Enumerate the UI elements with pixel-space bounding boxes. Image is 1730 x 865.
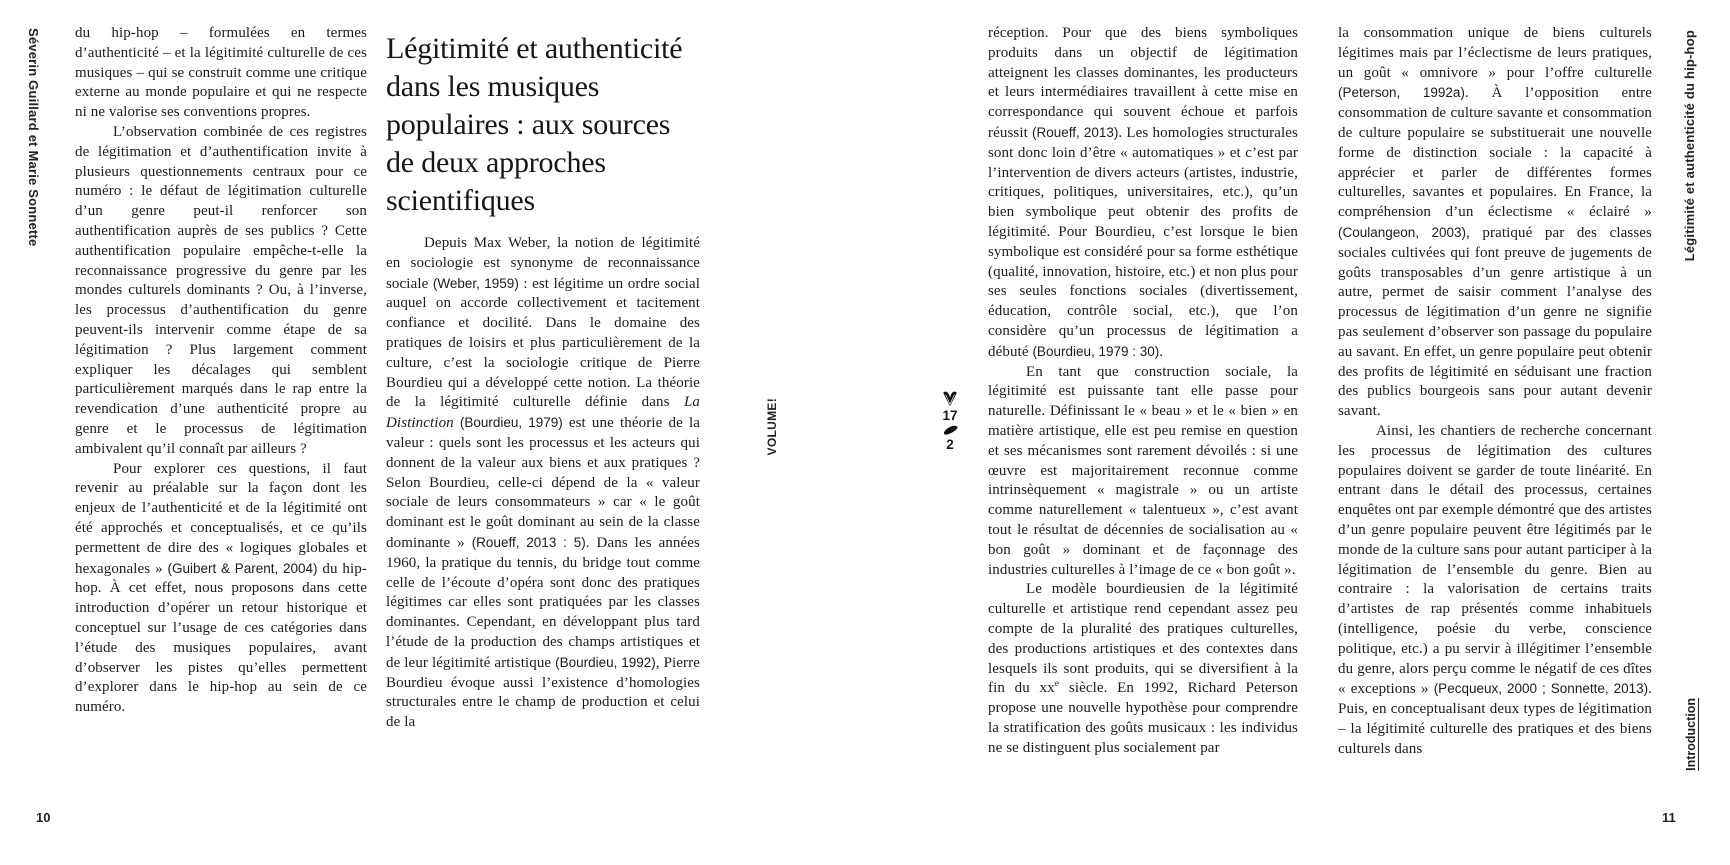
right-margin-article-title: Légitimité et authenticité du hip-hop <box>1682 30 1697 262</box>
body-paragraph: Pour explorer ces questions, il faut revenir au préalable sur la façon dont les enjeux de l’authenticité et de la légitimité ont été approchés et conceptualisés, et ce qu’ils permettent de dire des « logiques globales et hexagonales » (Guibert & Parent, 2004) du hip-hop. À cet effet, nous proposons dans cette introduction d’opérer un retour historique et conceptuel sur l’usage de ces catégories dans l’étude des musiques populaires, avant d’observer les pistes qu’elles permettent d’explorer dans le hip-hop au sein de ce numéro. <box>75 460 367 716</box>
body-paragraph: Depuis Max Weber, la notion de légitimité en sociologie est synonyme de reconnaissance sociale (Weber, 1959) : est légitime un ordre social auquel on accorde collectivement et tacitement confiance et docilité. Dans le domaine des pratiques de loisirs et plus particulièrement de la culture, c’est la sociologie critique de Pierre Bourdieu qui a développé cette notion. La théorie de la légitimité culturelle définie dans La Distinction (Bourdieu, 1979) est une théorie de la valeur : quels sont les processus et les acteurs qui donnent de la valeur aux biens et aux pratiques ? Selon Bourdieu, celle-ci dépend de la « valeur sociale de leurs consommateurs » car « le goût dominant est le goût dominant au sein de la classe dominante » (Roueff, 2013 : 5). Dans les années 1960, la pratique du tennis, du bridge tout comme celle de l’écoute d’opéra sont donc des pratiques légitimes car elles sont pratiquées par les classes dominantes. Cependant, en développant plus tard l’étude de la production des champs artistiques et de leur légitimité artistique (Bourdieu, 1992), Pierre Bourdieu évoque aussi l’existence d’homologies structurales entre le champ de production et celui de la <box>386 235 700 731</box>
body-paragraph: L’observation combinée de ces registres de légitimation et d’authentification invite à plusieurs questionnements centraux pour ce numéro : le défaut de légitimation culturelle d’un genre peut-il renforcer son authentification auprès de ses publics ? Cette authentification populaire empêche-t-elle la reconnaissance progressive du genre par les mondes culturels dominants ? Ou, à l’inverse, les processus d’authentification du genre peuvent-ils intervenir comme étape de sa légitimation ? Plus largement comment expliquer les décalages qui semblent particulièrement marqués dans le rap entre la revendication d’une authenticité propre au genre et le processus de légitimation ambivalent qu’il connaît par ailleurs ? <box>75 123 367 457</box>
volume-number: 17 <box>942 408 958 423</box>
leaf-ornament-icon <box>942 424 958 436</box>
volume-v-logo-icon <box>941 390 959 407</box>
right-margin-section-label: Introduction <box>1684 698 1698 771</box>
page-number-left: 10 <box>36 810 51 825</box>
article-title: Légitimité et authenticité dans les musiques populaires : aux sources de deux approches scientifiques <box>386 32 683 217</box>
page-number-right: 11 <box>1662 810 1676 825</box>
right-page-column-2 <box>1338 24 1652 759</box>
journal-name-label: VOLUME! <box>765 398 779 456</box>
body-paragraph: En tant que construction sociale, la légitimité est puissante tant elle passe pour naturelle. Définissant le « beau » et le « bien » en matière artistique, elle est peu remise en question et ses mécanismes sont rarement dévoilés : si une œuvre est majoritairement reconnue comme intrinsèquement « magistrale » ou un artiste comme naturellement « talentueux », c’est avant tout le résultat de décennies de socialisation au « bon goût » dominant et de façonnage des industries culturelles à l’image de ce « bon goût ». <box>988 363 1298 578</box>
left-page-column-2 <box>386 24 700 733</box>
body-paragraph: réception. Pour que des biens symboliques produits dans un objectif de légitimation atteignent les classes dominantes, les producteurs et leurs intermédiaires travaillent à cette mise en correspondance qui souvent échoue et parfois réussit (Roueff, 2013). Les homologies structurales sont donc loin d’être « automatiques » et c’est par l’intervention de divers acteurs (artistes, industrie, critiques, politiques, universitaires, etc.), qu’un bien symbolique peut obtenir des profits de légitimité. Pour Bourdieu, c’est lorsque le bien symbolique est considéré pour sa forme esthétique (qualité, innovation, histoire, etc.) et non plus pour ses seules fonctions sociales (divertissement, éducation, contrôle social, etc.), que l’on considère qu’un processus de légitimation a débuté (Bourdieu, 1979 : 30). <box>988 25 1298 360</box>
issue-number: 2 <box>946 437 954 452</box>
left-margin-author: Séverin Guillard et Marie Sonnette <box>26 28 41 247</box>
body-paragraph: Ainsi, les chantiers de recherche concernant les processus de légitimation des cultures populaires doivent se garder de toute linéarité. En entrant dans le détail des processus, certaines enquêtes ont par exemple démontré que des artistes d’un genre populaire peuvent être légitimés par le monde de la culture sans pour autant participer à la légitimation de l’ensemble du genre. Bien au contraire : la valorisation de certains traits d’artistes de rap présentés comme inhabituels (intelligence, poésie du verbe, conscience politique, etc.) a pu servir à illégitimer l’ensemble du genre, alors perçu comme le négatif de ces dîtes « exceptions » (Pecqueux, 2000 ; Sonnette, 2013). Puis, en conceptualisant deux types de légitimation – la légitimité culturelle des pratiques et des biens culturels dans <box>1338 422 1652 757</box>
body-paragraph: du hip-hop – formulées en termes d’authenticité – et la légitimité culturelle de ces musiques – qui se construit comme une critique externe au monde populaire et qui ne respecte ni ne valorise ses conventions propres. <box>75 25 367 121</box>
right-page-column-1 <box>988 24 1298 758</box>
body-paragraph: la consommation unique de biens culturels légitimes mais par l’éclectisme de leurs pratiques, un goût « omnivore » pour l’offre culturelle (Peterson, 1992a). À l’opposition entre consommation de culture savante et consommation de culture populaire se substituerait une nouvelle forme de distinction sociale : la capacité à apprécier et parler de différentes formes culturelles, savantes et populaires. En France, la compréhension d’un éclectisme « éclairé » (Coulangeon, 2003), pratiqué par des classes sociales cultivées qui font preuve de jugements de goûts transposables d’un genre artistique à un autre, permet de saisir comment l’analyse des processus de légitimation d’un genre ne signifie pas seulement d’observer son passage du populaire au savant. En effet, un genre populaire peut obtenir des profits de légitimité en séduisant une fraction des publics bourgeois sans pour autant devenir savant. <box>1338 25 1652 420</box>
issue-badge <box>936 390 964 452</box>
body-paragraph: Le modèle bourdieusien de la légitimité culturelle et artistique rend cependant assez peu compte de la pluralité des pratiques culturelles, des productions artistiques et des contextes dans lesquels ils sont produits, qui se diversifient à la fin du $xx^e$ siècle. En 1992, Richard Peterson propose une nouvelle hypothèse pour comprendre la stratification des goûts musicaux : les individus ne se distinguent plus socialement par <box>988 581 1298 756</box>
left-page-column-1 <box>75 24 367 718</box>
